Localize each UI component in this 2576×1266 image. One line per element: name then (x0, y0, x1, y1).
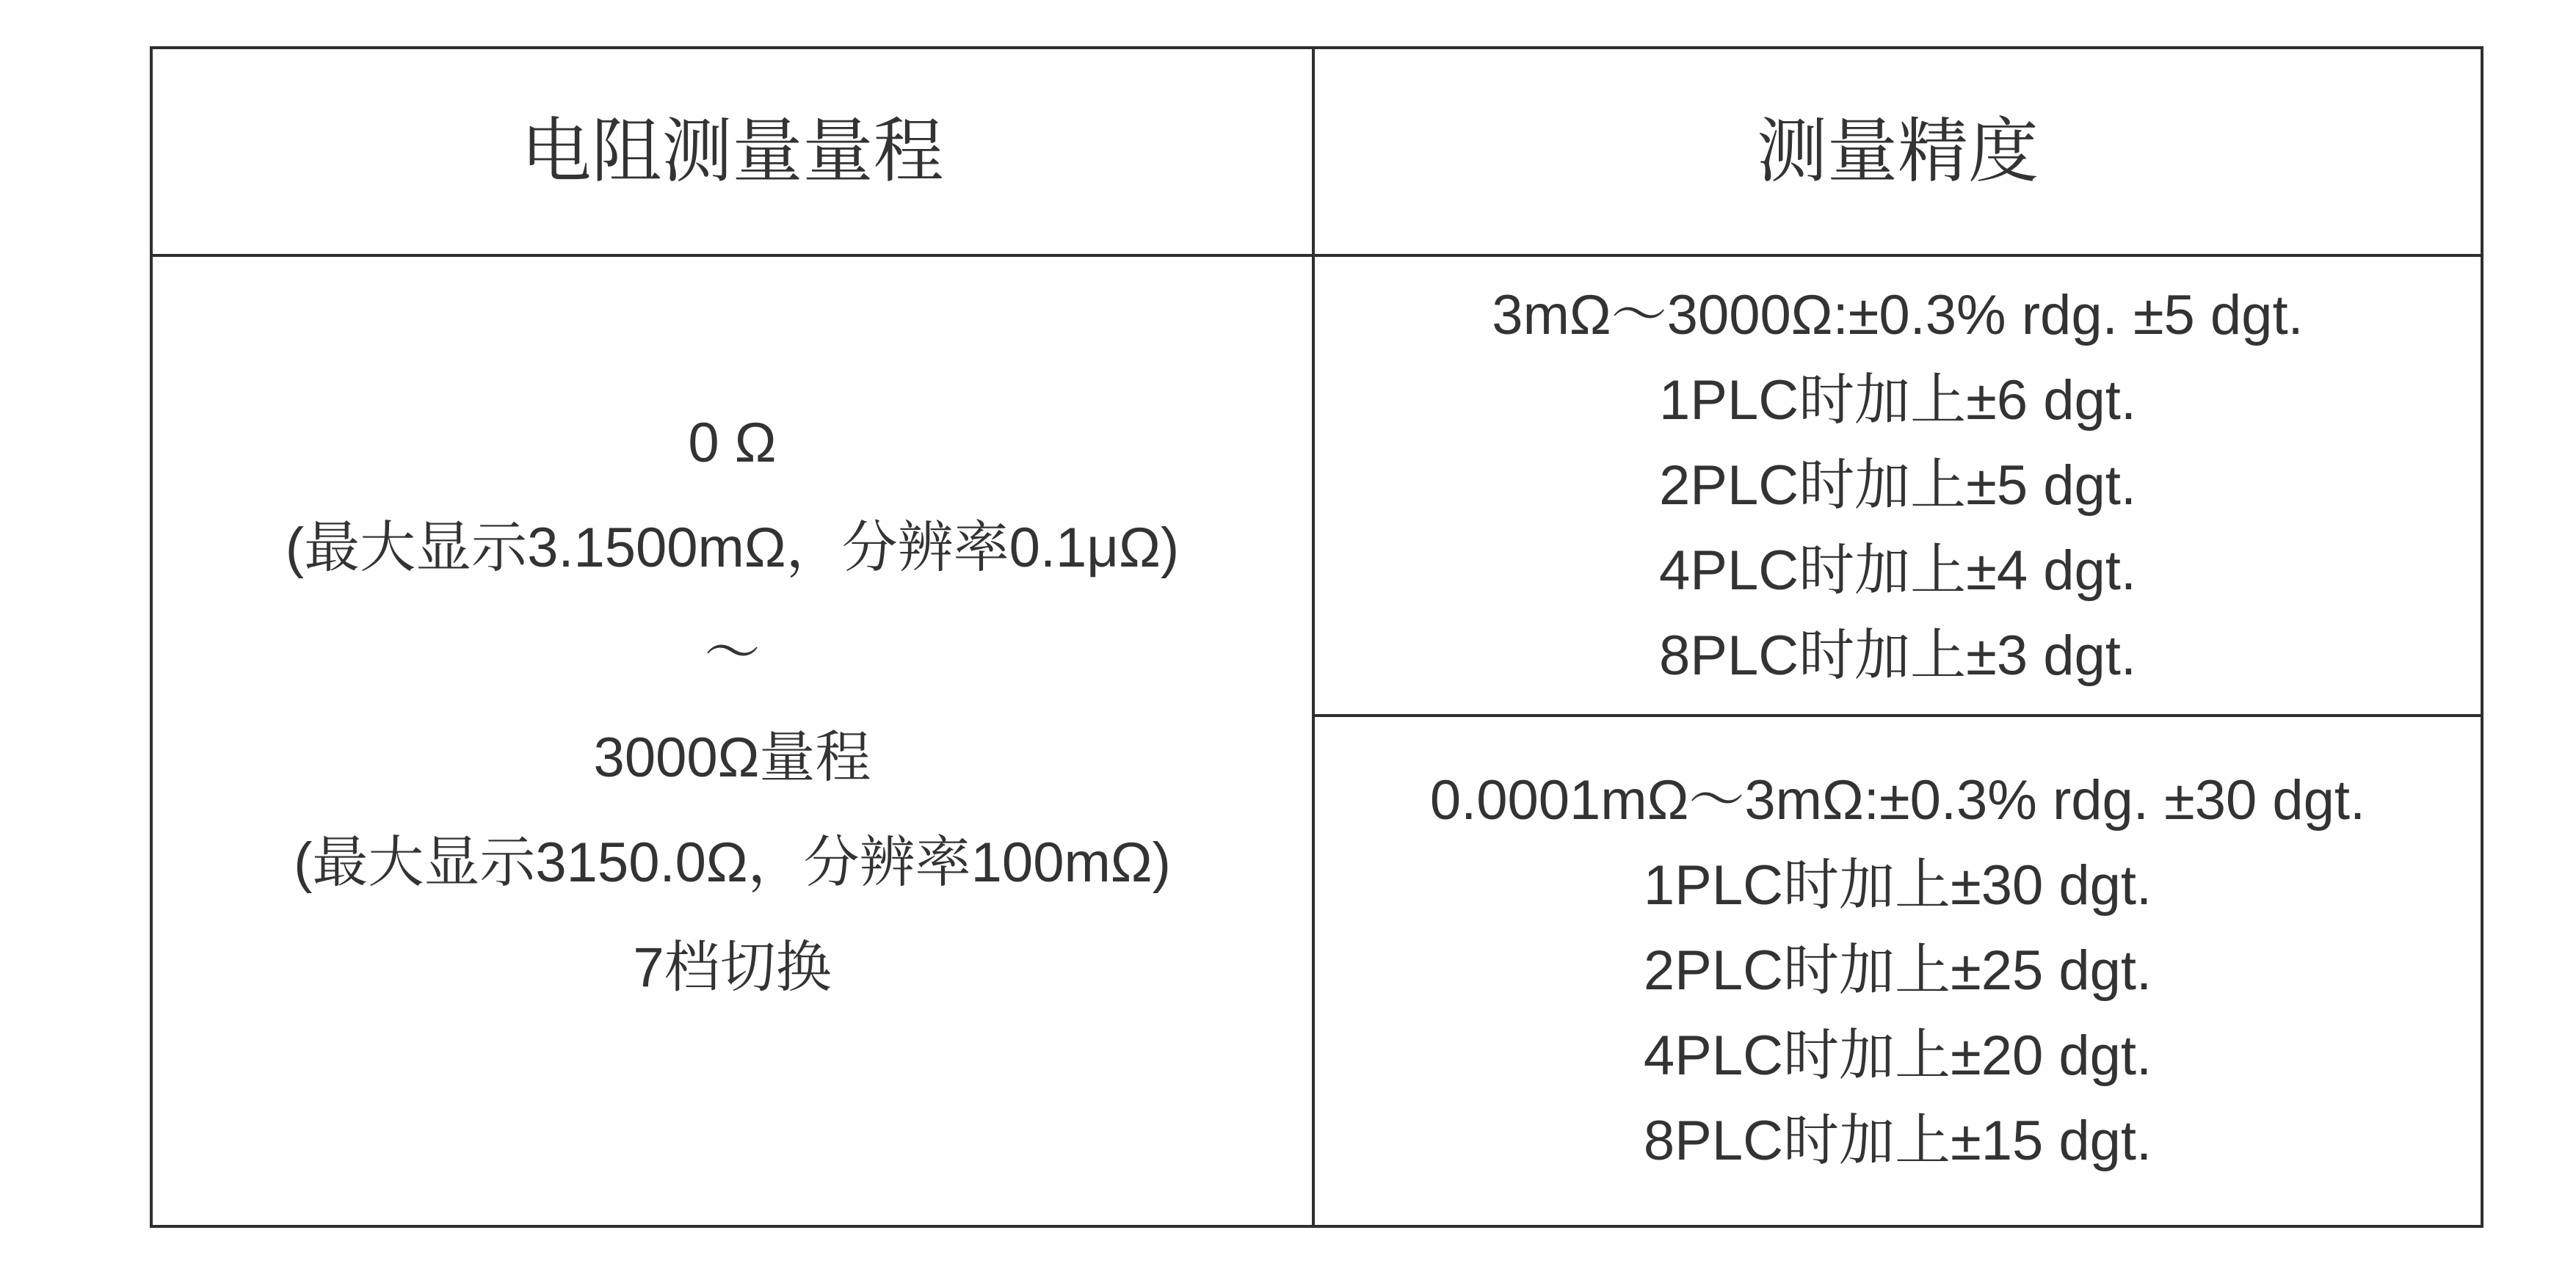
header-measurement-accuracy (1312, 49, 2481, 254)
range-min-display-note: (最大显示3.1500mΩ，分辨率0.1μΩ) (285, 517, 1180, 579)
accuracy-high-base: 3mΩ～3000Ω:±0.3% rdg. ±5 dgt. (1492, 283, 2304, 346)
accuracy-cell-low-range (1315, 717, 2481, 1225)
accuracy-low-1plc: 1PLC时加上±30 dgt. (1643, 854, 2152, 917)
range-steps-note: 7档切换 (633, 936, 832, 999)
accuracy-cell-high-range (1315, 257, 2481, 717)
range-max-range: 3000Ω量程 (593, 727, 871, 789)
accuracy-high-8plc: 8PLC时加上±3 dgt. (1659, 624, 2136, 687)
range-zero-ohm: 0 Ω (688, 412, 777, 474)
accuracy-low-base: 0.0001mΩ～3mΩ:±0.3% rdg. ±30 dgt. (1429, 769, 2366, 832)
accuracy-low-4plc: 4PLC时加上±20 dgt. (1643, 1025, 2152, 1087)
header-resistance-range-label: 电阻测量量程 (520, 112, 944, 191)
resistance-spec-table (150, 46, 2484, 1228)
range-tilde-separator: ～ (704, 622, 761, 684)
range-max-display-note: (最大显示3150.0Ω，分辨率100mΩ) (294, 832, 1171, 894)
header-resistance-range (153, 49, 1312, 254)
accuracy-low-2plc: 2PLC时加上±25 dgt. (1643, 939, 2152, 1002)
accuracy-column (1312, 254, 2481, 1225)
accuracy-high-2plc: 2PLC时加上±5 dgt. (1659, 454, 2136, 517)
accuracy-low-8plc: 8PLC时加上±15 dgt. (1643, 1110, 2152, 1172)
header-measurement-accuracy-label: 测量精度 (1757, 112, 2039, 191)
accuracy-high-4plc: 4PLC时加上±4 dgt. (1659, 539, 2136, 602)
range-cell (153, 254, 1312, 1225)
accuracy-high-1plc: 1PLC时加上±6 dgt. (1659, 368, 2136, 432)
